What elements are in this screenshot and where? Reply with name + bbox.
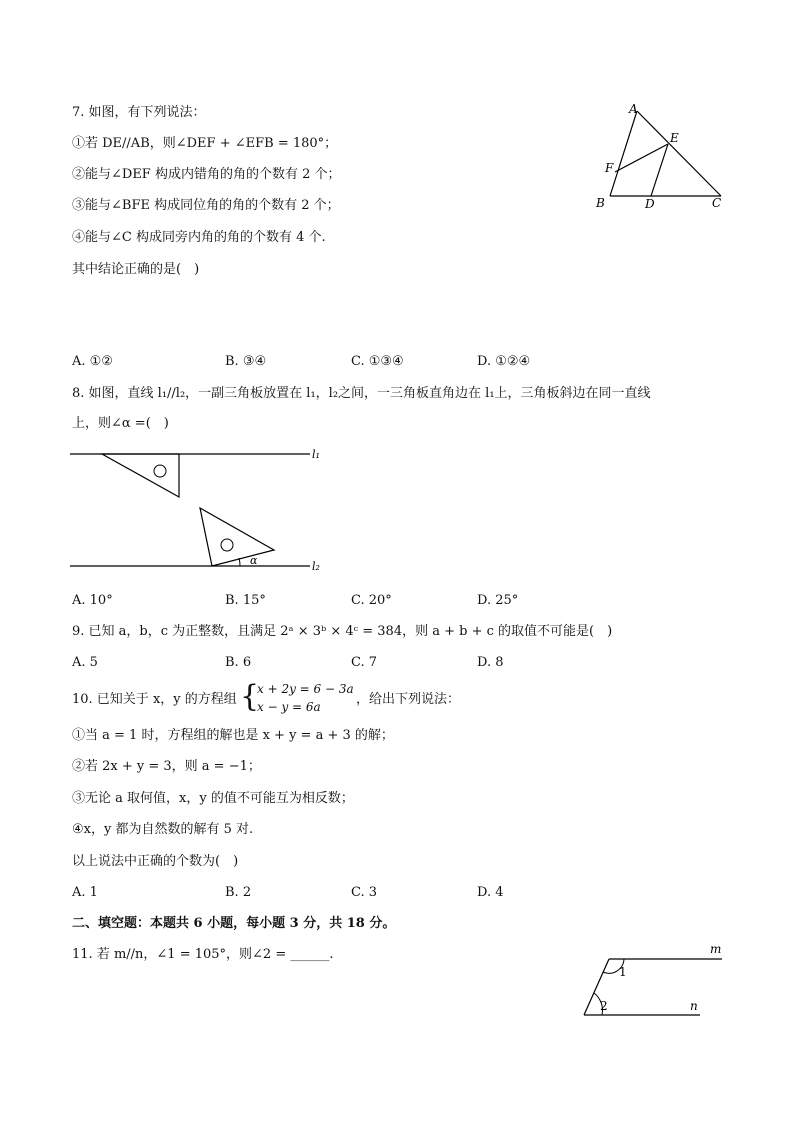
q10-statement-1: ①当 a = 1 时，方程组的解也是 x + y = a + 3 的解； xyxy=(72,728,394,743)
label-f: F xyxy=(605,161,614,175)
q10-system-brace: { xyxy=(240,679,260,714)
q11-parallel-lines-figure xyxy=(580,940,730,1025)
q8-stem-line2: 上，则∠α =( ) xyxy=(72,416,169,431)
q10-equation-2: x − y = 6a xyxy=(257,700,321,714)
label-c: C xyxy=(712,196,722,210)
q10-stem-post: ，给出下列说法： xyxy=(356,692,461,707)
label-d: D xyxy=(645,197,655,211)
q10-option-b: B. 2 xyxy=(225,885,252,900)
q7-statement-2: ②能与∠DEF 构成内错角的角的个数有 2 个； xyxy=(72,167,341,182)
label-angle-1: 1 xyxy=(619,965,627,979)
q8-setsquare-figure xyxy=(70,445,330,580)
q7-triangle-figure xyxy=(590,100,730,215)
q8-option-b: B. 15° xyxy=(225,593,266,608)
label-n: n xyxy=(690,999,698,1013)
q7-statement-1: ①若 DE//AB，则∠DEF + ∠EFB = 180°； xyxy=(72,136,338,151)
label-alpha: α xyxy=(250,554,258,567)
q10-statement-3: ③无论 a 取何值，x，y 的值不可能互为相反数； xyxy=(72,791,354,806)
section-2-title: 二、填空题：本题共 6 小题，每小题 3 分，共 18 分。 xyxy=(72,916,396,931)
q7-stem: 7. 如图，有下列说法： xyxy=(72,105,206,120)
q8-option-d: D. 25° xyxy=(477,593,519,608)
q9-option-a: A. 5 xyxy=(72,655,98,670)
q9-option-d: D. 8 xyxy=(477,655,504,670)
q9-stem: 9. 已知 a，b，c 为正整数，且满足 2ᵃ × 3ᵇ × 4ᶜ = 384，则 a + b + c 的取值不可能是( ) xyxy=(72,624,613,639)
q7-option-b: B. ③④ xyxy=(225,354,267,369)
q8-option-c: C. 20° xyxy=(351,593,392,608)
q9-option-b: B. 6 xyxy=(225,655,252,670)
q10-statement-4: ④x，y 都为自然数的解有 5 对. xyxy=(72,822,254,837)
label-b: B xyxy=(596,196,605,210)
q10-statement-2: ②若 2x + y = 3，则 a = −1； xyxy=(72,759,261,774)
q10-equation-1: x + 2y = 6 − 3a xyxy=(257,682,354,696)
label-angle-2: 2 xyxy=(600,999,608,1013)
q10-option-a: A. 1 xyxy=(72,885,98,900)
label-e: E xyxy=(670,131,679,145)
q7-option-d: D. ①②④ xyxy=(477,354,531,369)
q9-option-c: C. 7 xyxy=(351,655,378,670)
label-a: A xyxy=(629,102,638,116)
q11-stem: 11. 若 m//n，∠1 = 105°，则∠2 = ______. xyxy=(72,947,334,962)
label-m: m xyxy=(710,942,722,956)
q8-stem-line1: 8. 如图，直线 l₁//l₂，一副三角板放置在 l₁，l₂之间，一三角板直角边在 l₁上，三角板斜边在同一直线 xyxy=(72,386,651,401)
q7-statement-3: ③能与∠BFE 构成同位角的角的个数有 2 个； xyxy=(72,198,340,213)
q10-option-d: D. 4 xyxy=(477,885,504,900)
q10-stem-pre: 10. 已知关于 x，y 的方程组 xyxy=(72,692,237,707)
q10-question: 以上说法中正确的个数为( ) xyxy=(72,854,239,869)
q10-option-c: C. 3 xyxy=(351,885,378,900)
q7-statement-4: ④能与∠C 构成同旁内角的角的个数有 4 个. xyxy=(72,230,326,245)
label-l2: l₂ xyxy=(312,560,320,573)
q8-option-a: A. 10° xyxy=(72,593,113,608)
q7-option-a: A. ①② xyxy=(72,354,113,369)
q7-option-c: C. ①③④ xyxy=(351,354,404,369)
label-l1: l₁ xyxy=(312,448,320,461)
q7-question: 其中结论正确的是( ) xyxy=(72,262,200,277)
